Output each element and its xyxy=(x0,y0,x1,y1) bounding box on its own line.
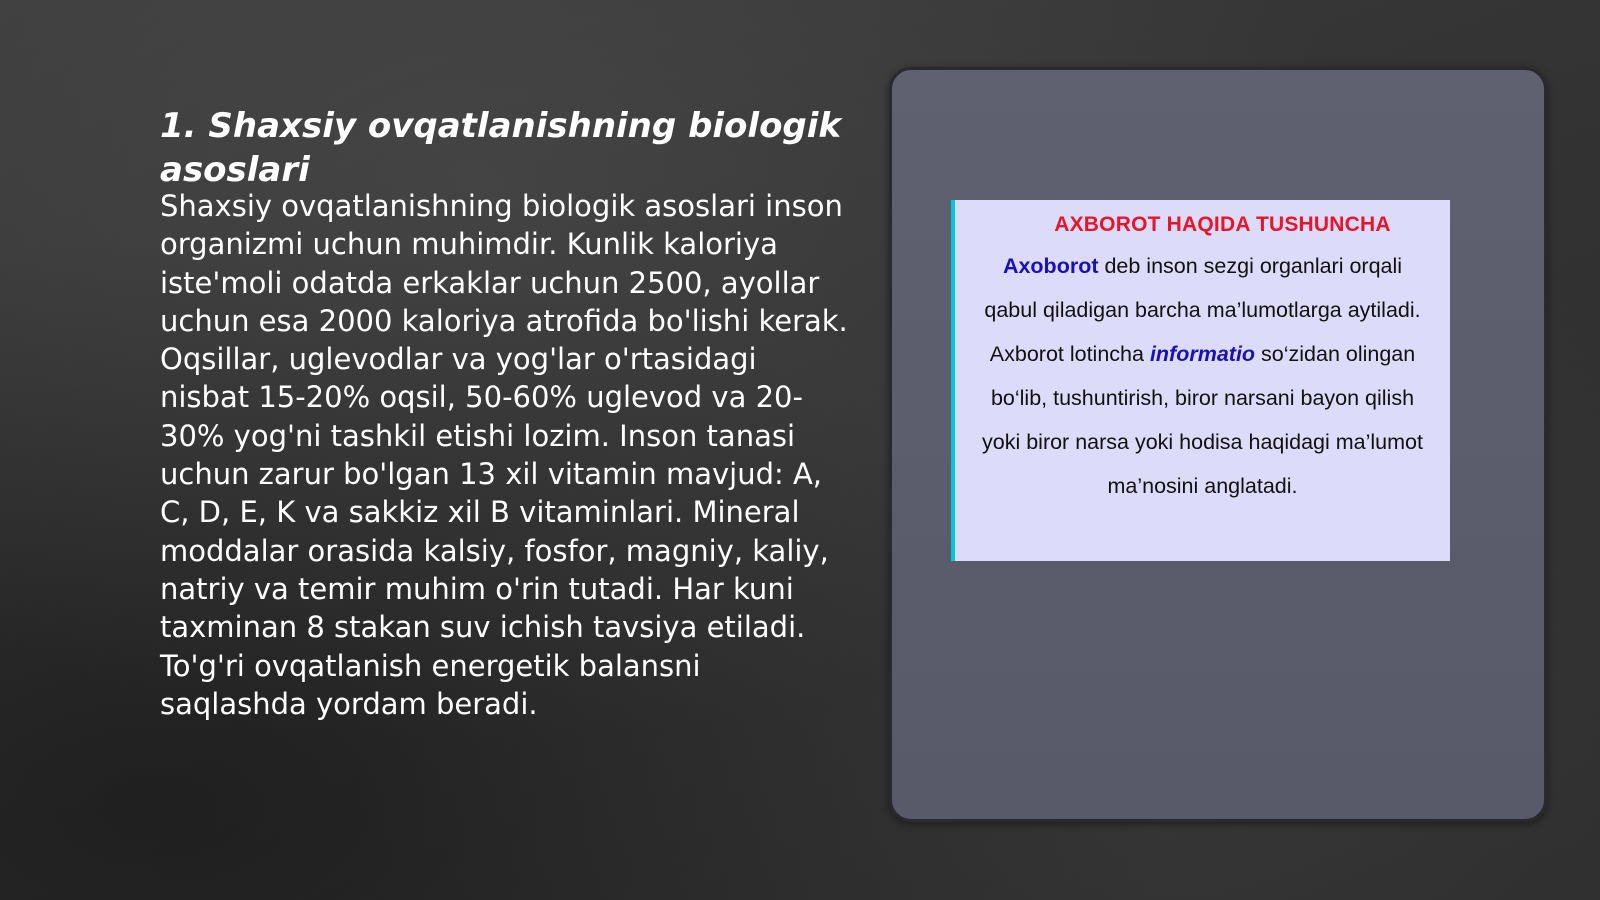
info-card-text-part-1: deb inson sezgi organlari orqali qabul qiladigan barcha ma’lumotlarga aytiladi. Axborot lotincha xyxy=(984,254,1421,366)
info-card-heading: AXBOROT HAQIDA TUSHUNCHA xyxy=(1054,213,1391,236)
slide-body-text: Shaxsiy ovqatlanishning biologik asoslari inson organizmi uchun muhimdir. Kunlik kaloriya iste'moli odatda erkaklar uchun 2500, ayollar uchun esa 2000 kaloriya atrofida bo'lishi kerak. Oqsillar, uglevodlar va yog'lar o'rtasidagi nisbat 15-20% oqsil, 50-60% uglevod va 20-30% yog'ni tashkil etishi lozim. Inson tanasi uchun zarur bo'lgan 13 xil vitamin mavjud: A, C, D, E, K va sakkiz xil B vitaminlari. Mineral moddalar orasida kalsiy, fosfor, magniy, kaliy, natriy va temir muhim o'rin tutadi. Har kuni taxminan 8 stakan suv ichish tavsiya etiladi. To'g'ri ovqatlanish energetik balansni saqlashda yordam beradi. xyxy=(160,189,848,721)
info-card-image xyxy=(951,200,1450,561)
info-card-text-part-2: so‘zidan olingan bo‘lib, tushuntirish, biror narsani bayon qilish yoki biror narsa yoki hodisa haqidagi ma’lumot ma’nosini anglatadi. xyxy=(982,342,1423,498)
term-informatio: informatio xyxy=(1149,342,1256,366)
info-card-text xyxy=(955,244,1450,508)
slide-title: 1. Shaxsiy ovqatlanishning biologik asoslari xyxy=(160,106,842,190)
term-axoborot: Axoborot xyxy=(1002,254,1099,278)
